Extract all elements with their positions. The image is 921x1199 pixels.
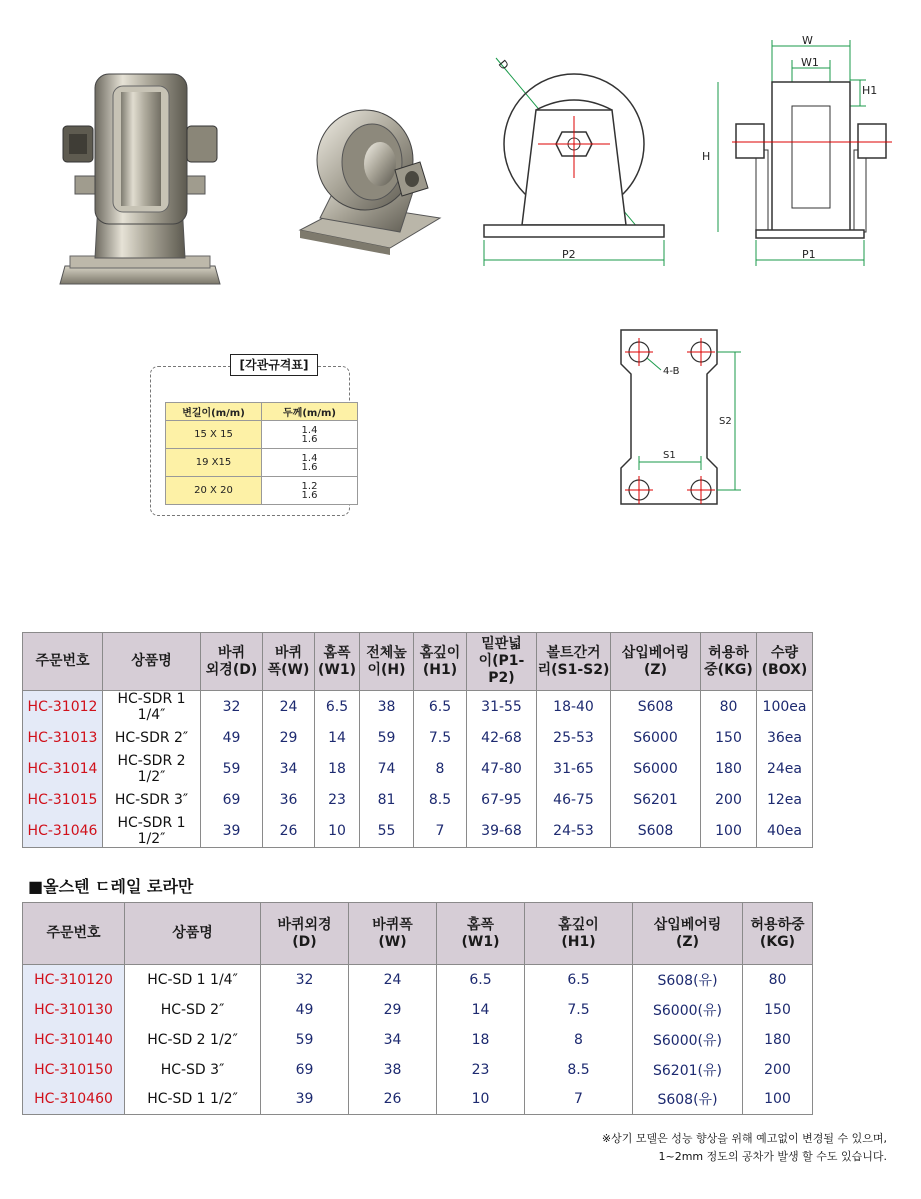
table-cell: 100ea bbox=[757, 691, 813, 724]
table-cell: 32 bbox=[201, 691, 263, 724]
dim-w-label: W bbox=[802, 34, 813, 47]
table-cell: 34 bbox=[349, 1025, 437, 1055]
column-header: 삽입베어링 (Z) bbox=[633, 903, 743, 965]
table-cell: 31-65 bbox=[537, 753, 611, 785]
table-cell: 8.5 bbox=[414, 785, 467, 815]
table-cell: S608 bbox=[611, 691, 701, 724]
spec-title: [각관규격표] bbox=[230, 354, 318, 376]
product-name-cell: HC-SDR 1 1/2″ bbox=[103, 815, 201, 848]
table-cell: 55 bbox=[360, 815, 414, 848]
table-row bbox=[23, 691, 813, 724]
table-row bbox=[23, 815, 813, 848]
spec-size: 15 X 15 bbox=[166, 421, 262, 449]
spec-thickness: 1.4 1.6 bbox=[262, 421, 358, 449]
table-cell: 24 bbox=[263, 691, 315, 724]
dim-w1-label: W1 bbox=[801, 56, 819, 69]
column-header: 상품명 bbox=[103, 633, 201, 691]
table-cell: 81 bbox=[360, 785, 414, 815]
table-cell: 38 bbox=[360, 691, 414, 724]
column-header: 홈깊이 (H1) bbox=[414, 633, 467, 691]
front-view-drawing bbox=[700, 32, 910, 272]
table-cell: 24 bbox=[349, 965, 437, 995]
table-cell: 24ea bbox=[757, 753, 813, 785]
order-number-cell: HC-310140 bbox=[23, 1025, 125, 1055]
section-title-sd: ■올스텐 ㄷ레일 로라만 bbox=[28, 877, 194, 896]
product-name-cell: HC-SDR 2 1/2″ bbox=[103, 753, 201, 785]
table-cell: 18 bbox=[437, 1025, 525, 1055]
product-name-cell: HC-SDR 1 1/4″ bbox=[103, 691, 201, 724]
spec-size: 20 X 20 bbox=[166, 477, 262, 505]
table-cell: 59 bbox=[201, 753, 263, 785]
table-cell: 31-55 bbox=[467, 691, 537, 724]
order-number-cell: HC-310120 bbox=[23, 965, 125, 995]
table-cell: 23 bbox=[437, 1055, 525, 1085]
table-cell: 6.5 bbox=[437, 965, 525, 995]
table-cell: 46-75 bbox=[537, 785, 611, 815]
table-cell: 39 bbox=[261, 1085, 349, 1115]
table-cell: 59 bbox=[261, 1025, 349, 1055]
order-number-cell: HC-310130 bbox=[23, 995, 125, 1025]
table-cell: 38 bbox=[349, 1055, 437, 1085]
table-cell: 24-53 bbox=[537, 815, 611, 848]
order-number-cell: HC-31046 bbox=[23, 815, 103, 848]
table-cell: 25-53 bbox=[537, 723, 611, 753]
table-cell: S6000(유) bbox=[633, 1025, 743, 1055]
column-header: 바퀴 외경(D) bbox=[201, 633, 263, 691]
table-cell: 7.5 bbox=[414, 723, 467, 753]
column-header: 바퀴 폭(W) bbox=[263, 633, 315, 691]
table-cell: 8.5 bbox=[525, 1055, 633, 1085]
table-cell: 36 bbox=[263, 785, 315, 815]
dim-4b-label: 4-B bbox=[663, 366, 680, 377]
table-cell: 40ea bbox=[757, 815, 813, 848]
table-row bbox=[23, 785, 813, 815]
table-cell: S6000(유) bbox=[633, 995, 743, 1025]
column-header: 삽입베어링 (Z) bbox=[611, 633, 701, 691]
column-header: 볼트간거 리(S1-S2) bbox=[537, 633, 611, 691]
table-cell: S6201(유) bbox=[633, 1055, 743, 1085]
table-cell: 32 bbox=[261, 965, 349, 995]
dim-s2-label: S2 bbox=[719, 416, 732, 427]
table-cell: S6000 bbox=[611, 723, 701, 753]
table-row bbox=[23, 1055, 813, 1085]
table-cell: 18-40 bbox=[537, 691, 611, 724]
table-cell: 14 bbox=[315, 723, 360, 753]
table-cell: S608(유) bbox=[633, 1085, 743, 1115]
table-cell: 80 bbox=[743, 965, 813, 995]
order-number-cell: HC-31014 bbox=[23, 753, 103, 785]
table-row bbox=[23, 1025, 813, 1055]
spec-thickness: 1.4 1.6 bbox=[262, 449, 358, 477]
table-cell: 49 bbox=[201, 723, 263, 753]
column-header: 주문번호 bbox=[23, 903, 125, 965]
product-photo-front bbox=[55, 66, 225, 296]
dim-h-label: H bbox=[702, 150, 711, 163]
base-plate-drawing bbox=[605, 320, 765, 520]
table-cell: S6201 bbox=[611, 785, 701, 815]
table-cell: 47-80 bbox=[467, 753, 537, 785]
table-cell: 150 bbox=[701, 723, 757, 753]
spec-thickness: 1.2 1.6 bbox=[262, 477, 358, 505]
table-cell: 7 bbox=[414, 815, 467, 848]
dim-s1-label: S1 bbox=[663, 450, 676, 461]
table-cell: 74 bbox=[360, 753, 414, 785]
spec-header-thickness: 두께(m/m) bbox=[262, 403, 358, 421]
product-table-sd bbox=[22, 902, 813, 1115]
table-cell: 6.5 bbox=[315, 691, 360, 724]
note-line-1: ※상기 모델은 성능 향상을 위해 예고없이 변경될 수 있으며, bbox=[601, 1132, 887, 1145]
table-row bbox=[23, 965, 813, 995]
table-cell: 100 bbox=[743, 1085, 813, 1115]
table-cell: 8 bbox=[525, 1025, 633, 1055]
order-number-cell: HC-310150 bbox=[23, 1055, 125, 1085]
product-name-cell: HC-SD 1 1/4″ bbox=[125, 965, 261, 995]
column-header: 주문번호 bbox=[23, 633, 103, 691]
table-cell: 8 bbox=[414, 753, 467, 785]
table-cell: S6000 bbox=[611, 753, 701, 785]
table-cell: 6.5 bbox=[414, 691, 467, 724]
table-cell: S608 bbox=[611, 815, 701, 848]
product-name-cell: HC-SD 3″ bbox=[125, 1055, 261, 1085]
table-cell: 14 bbox=[437, 995, 525, 1025]
table-cell: 7.5 bbox=[525, 995, 633, 1025]
dim-p1-label: P1 bbox=[802, 248, 816, 261]
table-cell: 39-68 bbox=[467, 815, 537, 848]
product-photo-angled bbox=[290, 100, 450, 260]
table-cell: 100 bbox=[701, 815, 757, 848]
spec-header-size: 변길이(m/m) bbox=[166, 403, 262, 421]
table-cell: 18 bbox=[315, 753, 360, 785]
dim-p2-label: P2 bbox=[562, 248, 576, 261]
table-cell: 200 bbox=[743, 1055, 813, 1085]
spec-size: 19 X15 bbox=[166, 449, 262, 477]
product-name-cell: HC-SD 2 1/2″ bbox=[125, 1025, 261, 1055]
table-row bbox=[23, 723, 813, 753]
side-view-drawing bbox=[478, 50, 678, 270]
column-header: 홈깊이 (H1) bbox=[525, 903, 633, 965]
table-cell: 10 bbox=[315, 815, 360, 848]
column-header: 상품명 bbox=[125, 903, 261, 965]
order-number-cell: HC-31012 bbox=[23, 691, 103, 724]
table-cell: 23 bbox=[315, 785, 360, 815]
dim-d-label: D bbox=[495, 57, 512, 73]
table-cell: 12ea bbox=[757, 785, 813, 815]
order-number-cell: HC-310460 bbox=[23, 1085, 125, 1115]
table-cell: 29 bbox=[263, 723, 315, 753]
table-cell: 80 bbox=[701, 691, 757, 724]
column-header: 밑판넓 이(P1-P2) bbox=[467, 633, 537, 691]
table-cell: 36ea bbox=[757, 723, 813, 753]
table-cell: 69 bbox=[201, 785, 263, 815]
table-cell: 26 bbox=[349, 1085, 437, 1115]
column-header: 허용하중 (KG) bbox=[743, 903, 813, 965]
note-line-2: 1~2mm 정도의 공차가 발생 할 수도 있습니다. bbox=[658, 1150, 887, 1163]
column-header: 수량 (BOX) bbox=[757, 633, 813, 691]
order-number-cell: HC-31013 bbox=[23, 723, 103, 753]
table-row bbox=[23, 753, 813, 785]
column-header: 바퀴폭 (W) bbox=[349, 903, 437, 965]
table-cell: 69 bbox=[261, 1055, 349, 1085]
table-cell: 67-95 bbox=[467, 785, 537, 815]
table-cell: 10 bbox=[437, 1085, 525, 1115]
table-cell: 29 bbox=[349, 995, 437, 1025]
column-header: 바퀴외경 (D) bbox=[261, 903, 349, 965]
table-row bbox=[23, 1085, 813, 1115]
table-cell: 59 bbox=[360, 723, 414, 753]
column-header: 홈폭 (W1) bbox=[437, 903, 525, 965]
product-name-cell: HC-SDR 3″ bbox=[103, 785, 201, 815]
table-cell: 42-68 bbox=[467, 723, 537, 753]
table-cell: 49 bbox=[261, 995, 349, 1025]
square-pipe-spec-table bbox=[165, 402, 358, 505]
column-header: 홈폭 (W1) bbox=[315, 633, 360, 691]
column-header: 허용하 중(KG) bbox=[701, 633, 757, 691]
table-cell: 6.5 bbox=[525, 965, 633, 995]
table-cell: S608(유) bbox=[633, 965, 743, 995]
column-header: 전체높 이(H) bbox=[360, 633, 414, 691]
table-cell: 180 bbox=[743, 1025, 813, 1055]
table-cell: 180 bbox=[701, 753, 757, 785]
table-cell: 7 bbox=[525, 1085, 633, 1115]
table-cell: 34 bbox=[263, 753, 315, 785]
table-cell: 150 bbox=[743, 995, 813, 1025]
product-name-cell: HC-SD 1 1/2″ bbox=[125, 1085, 261, 1115]
dim-h1-label: H1 bbox=[862, 84, 878, 97]
table-cell: 39 bbox=[201, 815, 263, 848]
order-number-cell: HC-31015 bbox=[23, 785, 103, 815]
product-name-cell: HC-SD 2″ bbox=[125, 995, 261, 1025]
product-table-sdr bbox=[22, 632, 813, 848]
table-cell: 200 bbox=[701, 785, 757, 815]
table-row bbox=[23, 995, 813, 1025]
table-cell: 26 bbox=[263, 815, 315, 848]
product-name-cell: HC-SDR 2″ bbox=[103, 723, 201, 753]
